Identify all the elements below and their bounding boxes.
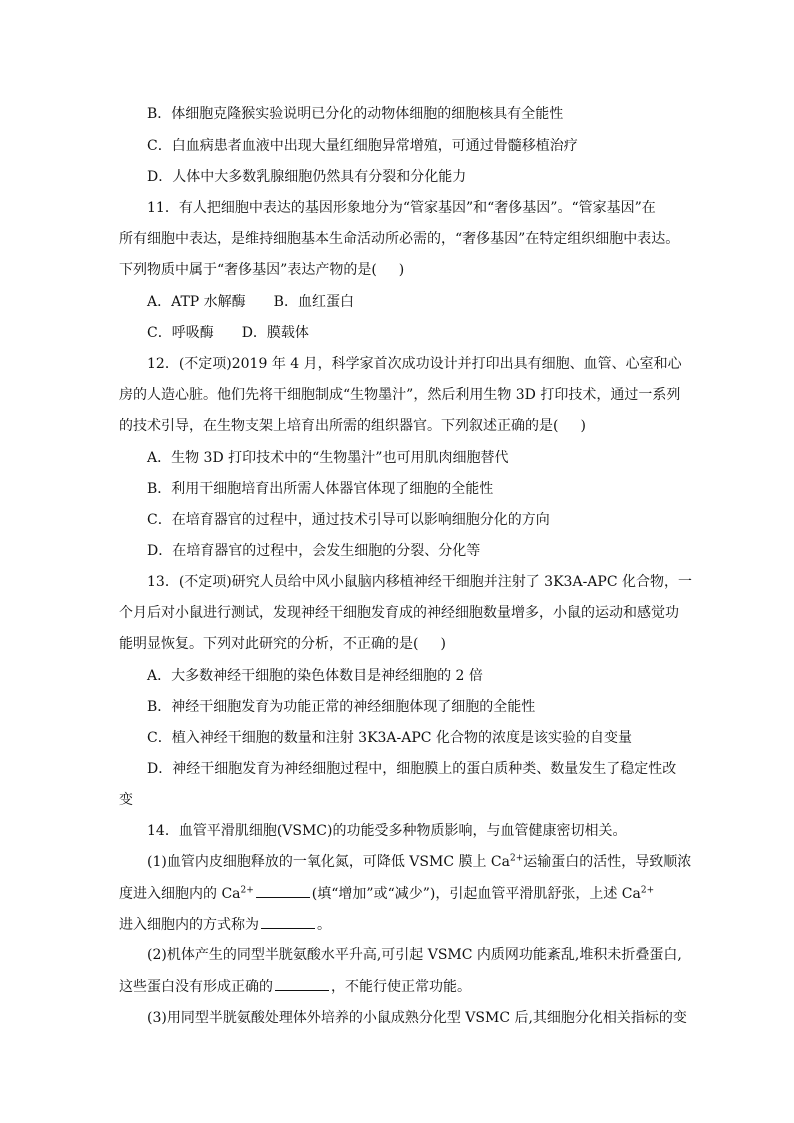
fill-blank-2	[261, 914, 315, 929]
q12-stem-line-3	[0, 416, 794, 448]
q11-stem-line-3	[0, 260, 794, 292]
q11-options-row-2: C．呼吸酶 D．膜载体	[147, 325, 309, 341]
q10-option-d: D．人体中大多数乳腺细胞仍然具有分裂和分化能力	[147, 169, 467, 185]
q13-option-b: B．神经干细胞发育为功能正常的神经细胞体现了细胞的全能性	[147, 699, 536, 715]
q12-option-b: B．利用干细胞培育出所需人体器官体现了细胞的全能性	[147, 481, 494, 497]
q14-stem: 14．血管平滑肌细胞(VSMC)的功能受多种物质影响，与血管健康密切相关。	[147, 823, 627, 839]
fill-blank-3	[275, 976, 329, 991]
q13-stem-line-2: 个月后对小鼠进行测试，发现神经干细胞发育成的神经细胞数量增多，小鼠的运动和感觉功	[119, 605, 679, 621]
charge-superscript: 2+	[240, 885, 254, 896]
fill-blank-1	[256, 883, 310, 898]
q13-stem-line-1: 13．(不定项)研究人员给中风小鼠脑内移植神经干细胞并注射了 3K3A-APC 化合物，一	[147, 574, 692, 590]
q12-stem-text: 的技术引导，在生物支架上培育出所需的组织器官。下列叙述正确的是(	[119, 418, 559, 434]
charge-superscript: 2+	[510, 853, 524, 864]
q12-stem-line-1: 12．(不定项)2019 年 4 月，科学家首次成功设计并打印出具有细胞、血管、心室和心	[147, 356, 682, 372]
q14-part2-line-1: (2)机体产生的同型半胱氨酸水平升高,可引起 VSMC 内质网功能紊乱,堆积未折叠蛋白,	[147, 947, 682, 963]
charge-superscript: 2+	[640, 885, 655, 896]
q12-paren-close: )	[580, 418, 586, 434]
q13-stem-text: 能明显恢复。下列对此研究的分析，不正确的是(	[119, 636, 419, 652]
q13-option-d-line-1: D．神经干细胞发育为神经细胞过程中，细胞膜上的蛋白质种类、数量发生了稳定性改	[147, 761, 677, 777]
q14-part1-line-2	[0, 883, 794, 915]
q14-part1-text-a: (1)血管内皮细胞释放的一氧化氮，可降低 VSMC 膜上 Ca	[147, 854, 510, 870]
q14-part1-line-1	[0, 852, 794, 884]
q13-option-c: C．植入神经干细胞的数量和注射 3K3A-APC 化合物的浓度是该实验的自变量	[147, 730, 632, 746]
q14-part1-text-b-mid: (填“增加”或“减少”)，引起血管平滑肌舒张，上述 Ca	[311, 886, 641, 902]
q11-options-row-1: A．ATP 水解酶 B．血红蛋白	[147, 294, 354, 310]
q13-paren-close: )	[440, 636, 446, 652]
q12-option-c: C．在培育器官的过程中，通过技术引导可以影响细胞分化的方向	[147, 512, 550, 528]
q11-stem-text: 下列物质中属于“奢侈基因”表达产物的是(	[119, 262, 377, 278]
q14-part1-text-c: 进入细胞内的方式称为	[119, 917, 259, 933]
q14-part1-text-b: 度进入细胞内的 Ca	[119, 886, 241, 902]
q14-part2-line-2	[0, 976, 794, 1008]
q12-stem-line-2: 房的人造心脏。他们先将干细胞制成“生物墨汁”，然后利用生物 3D 打印技术，通过一系列	[119, 387, 681, 403]
q12-option-d: D．在培育器官的过程中，会发生细胞的分裂、分化等	[147, 543, 481, 559]
q10-option-b: B．体细胞克隆猴实验说明已分化的动物体细胞的细胞核具有全能性	[147, 106, 564, 122]
q11-stem-line-2: 所有细胞中表达，是维持细胞基本生命活动所必需的，“奢侈基因”在特定组织细胞中表达。	[119, 231, 680, 247]
q14-part1-text-c-end: 。	[317, 917, 331, 933]
q14-part2-text-b: 这些蛋白没有形成正确的	[119, 979, 273, 995]
q11-paren-close: )	[398, 262, 405, 278]
q11-stem-line-1: 11．有人把细胞中表达的基因形象地分为“管家基因”和“奢侈基因”。“管家基因”在	[147, 200, 656, 216]
q14-part1-line-3	[0, 914, 794, 946]
q13-stem-line-3	[0, 634, 794, 666]
q10-option-c: C．白血病患者血液中出现大量红细胞异常增殖，可通过骨髓移植治疗	[147, 138, 578, 154]
q13-option-a: A．大多数神经干细胞的染色体数目是神经细胞的 2 倍	[147, 668, 483, 684]
q14-part1-text-a-end: 运输蛋白的活性，导致顺浓	[523, 854, 692, 870]
q12-option-a: A．生物 3D 打印技术中的“生物墨汁”也可用肌肉细胞替代	[147, 450, 509, 466]
q14-part3-line-1: (3)用同型半胱氨酸处理体外培养的小鼠成熟分化型 VSMC 后,其细胞分化相关指标的变	[147, 1010, 687, 1026]
q14-part2-text-b-end: ，不能行使正常功能。	[331, 979, 471, 995]
q13-option-d-line-2: 变	[119, 792, 133, 808]
